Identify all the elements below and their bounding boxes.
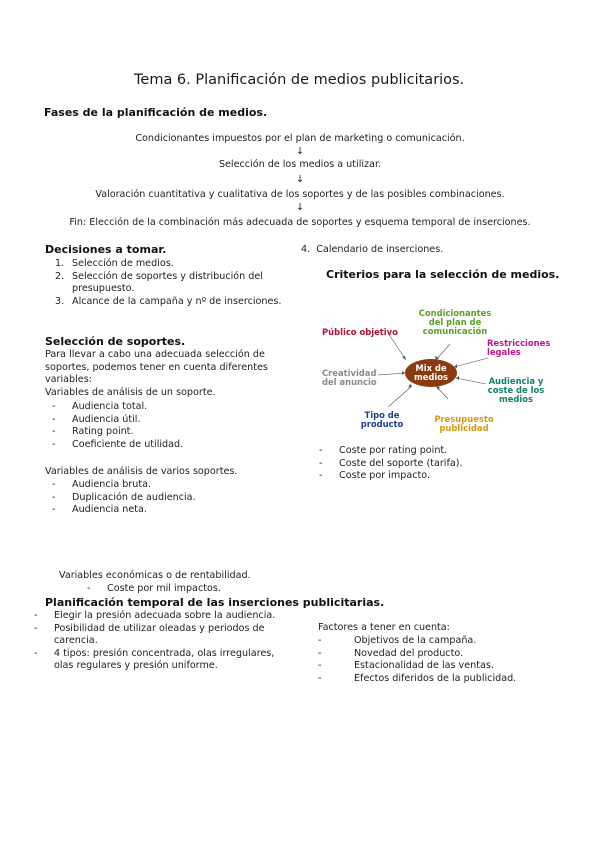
page-title: Tema 6. Planificación de medios publicitarios. — [134, 72, 465, 88]
fases-step-2: Selección de los medios a utilizar. — [218, 159, 382, 170]
node-restricciones: legales — [487, 347, 521, 357]
node-creatividad: Creatividad — [322, 368, 377, 378]
arrowhead — [402, 356, 406, 360]
node-tipo-producto: producto — [360, 419, 404, 429]
list-item: olas regulares y presión uniforme. — [54, 660, 218, 671]
factores-list — [318, 635, 517, 685]
list-item: - Audiencia total. — [52, 401, 148, 412]
temporal-list — [34, 610, 276, 673]
list-item: - Coste por impacto. — [319, 470, 430, 481]
list-item: - Posibilidad de utilizar oleadas y periodos de — [34, 622, 265, 634]
factores-label: Factores a tener en cuenta: — [318, 622, 450, 633]
fases-heading: Fases de la planificación de medios. — [44, 106, 268, 119]
seleccion-intro: Para llevar a cabo una adecuada selección de soportes, podemos tener en cuenta diferentes variables: Variables de análisis de un soporte. — [45, 349, 268, 398]
center-label-1: Mix de — [415, 363, 447, 373]
arrow-tipo — [388, 386, 412, 407]
node-restricciones: Restricciones — [487, 338, 551, 348]
node-audiencia: Audiencia y — [488, 376, 544, 386]
list-item: - Duplicación de audiencia. — [52, 491, 196, 503]
list-item: - 4 tipos: presión concentrada, olas irregulares, — [34, 647, 275, 659]
list-item: - Coste del soporte (tarifa). — [319, 457, 463, 469]
un-soporte-label: Variables de análisis de un soporte. — [45, 386, 216, 398]
list-item: - Audiencia neta. — [52, 504, 147, 515]
decisiones-item-4: 4. Calendario de inserciones. — [301, 244, 444, 255]
arrow-audiencia — [456, 378, 486, 384]
list-item: - Objetivos de la campaña. — [318, 635, 477, 646]
node-tipo-producto: Tipo de — [364, 410, 400, 420]
criterios-heading: Criterios para la selección de medios. — [326, 268, 560, 281]
list-item: - Coeficiente de utilidad. — [52, 438, 184, 450]
varios-label: Variables de análisis de varios soportes. — [45, 466, 238, 477]
node-publico-objetivo: Público objetivo — [322, 327, 398, 337]
list-item: - Rating point. — [52, 426, 134, 437]
center-label-2: medios — [413, 372, 449, 382]
economicas-label: Variables económicas o de rentabilidad. — [59, 570, 251, 581]
temporal-heading: Planificación temporal de las inserciones publicitarias. — [45, 596, 385, 609]
arrow-publico — [388, 333, 406, 360]
arrow-restricciones — [454, 358, 488, 367]
list-item: 3. Alcance de la campaña y nº de inserciones. — [55, 295, 282, 307]
node-presupuesto: Presupuesto — [434, 414, 494, 424]
decisiones-list — [55, 258, 282, 308]
decisiones-heading: Decisiones a tomar. — [45, 243, 167, 256]
fases-arrow: ↓ — [295, 202, 305, 213]
criterios-diagram — [318, 300, 558, 440]
list-item: - Coste por rating point. — [319, 445, 448, 456]
list-item: - Estacionalidad de las ventas. — [318, 660, 494, 671]
node-presupuesto: publicidad — [439, 423, 489, 433]
list-item: - Elegir la presión adecuada sobre la audiencia. — [34, 610, 276, 621]
fases-step-3: Valoración cuantitativa y cualitativa de los soportes y de las posibles combinaciones. — [95, 189, 505, 200]
list-item: - Novedad del producto. — [318, 647, 464, 659]
list-item: presupuesto. — [72, 283, 135, 294]
node-condicionantes: Condicionantes — [418, 308, 492, 318]
list-item: - Audiencia útil. — [52, 413, 141, 425]
fases-step-1: Condicionantes impuestos por el plan de marketing o comunicación. — [135, 133, 465, 144]
arrowhead — [402, 371, 405, 375]
economicas-list — [87, 583, 221, 596]
list-item: - Efectos diferidos de la publicidad. — [318, 672, 517, 684]
node-audiencia: coste de los — [487, 385, 545, 395]
node-condicionantes: comunicación — [422, 326, 488, 336]
fases-arrow: ↓ — [295, 146, 305, 157]
node-condicionantes: del plan de — [428, 317, 482, 327]
node-audiencia: medios — [498, 394, 534, 404]
fases-arrow: ↓ — [295, 174, 305, 185]
list-item: 1. Selección de medios. — [55, 258, 174, 269]
varios-list — [52, 479, 196, 517]
un-soporte-list — [52, 401, 184, 451]
arrow-creatividad — [378, 373, 405, 375]
list-item: carencia. — [54, 635, 98, 646]
seleccion-heading: Selección de soportes. — [45, 335, 186, 348]
list-item: 2. Selección de soportes y distribución del — [55, 270, 263, 282]
list-item: - Coste por mil impactos. — [87, 583, 221, 594]
node-creatividad: del anuncio — [322, 377, 377, 387]
list-item: - Audiencia bruta. — [52, 479, 152, 490]
arrowhead — [456, 376, 459, 380]
costes-list — [319, 445, 463, 483]
fases-step-4: Fin: Elección de la combinación más adecuada de soportes y esquema temporal de inserciones. — [69, 217, 531, 228]
